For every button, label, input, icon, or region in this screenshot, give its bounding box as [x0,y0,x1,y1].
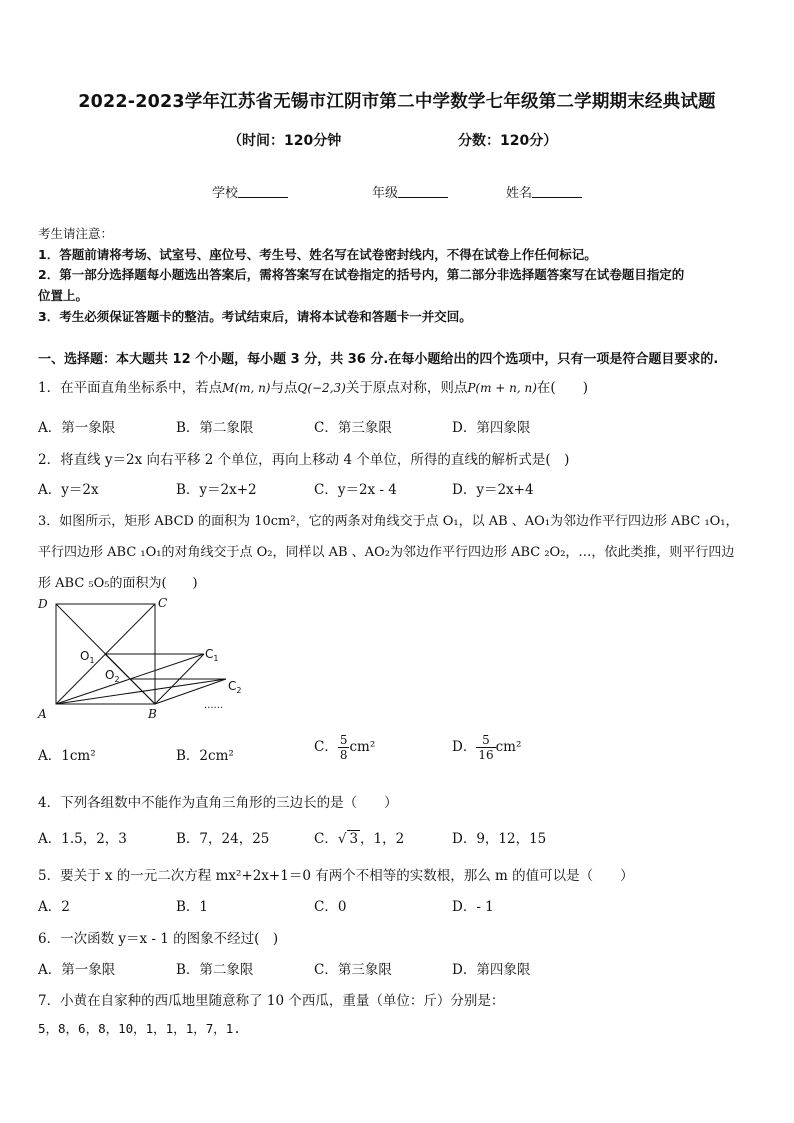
label-b: B [148,707,157,721]
q6-option-a[interactable]: A．第一象限 [38,962,116,978]
notice-item-2-cont: 位置上。 [38,288,89,303]
label-ellipsis: ...... [204,700,224,711]
q3-option-d-label: D． [452,739,477,755]
q3-option-d-unit: cm² [495,739,522,755]
sqrt-sign-icon: √ [337,831,347,847]
q3-option-d[interactable] [452,733,521,762]
grade-field[interactable] [372,182,448,201]
q1-text-c: 关于原点对称，则点 [345,380,468,396]
label-o2: $O_2$ [105,668,120,684]
school-field[interactable] [212,182,288,201]
question-5: 5．要关于 x 的一元二次方程 mx²+2x+1＝0 有两个不相等的实数根，那么 m 的值可以是（ ） [38,868,634,884]
q3-option-c-label: C． [314,739,338,755]
q7-data: 5，8，6，8，10，1，1，1，7，1. [38,1021,241,1036]
q4-option-d[interactable]: D．9，12，15 [452,831,547,847]
q4-option-c[interactable] [314,827,404,847]
question-3-line-1: 3．如图所示，矩形 ABCD 的面积为 10cm²，它的两条对角线交于点 O₁，以 AB 、AO₁为邻边作平行四边形 ABC ₁O₁， [38,514,739,529]
q2-option-a[interactable]: A．y＝2x [38,482,99,498]
question-3-line-3: 形 ABC ₅O₅的面积为( ) [38,576,198,591]
q5-option-c[interactable]: C．0 [314,899,347,915]
label-c1: $C_1$ [205,647,219,663]
q2-option-b[interactable]: B．y＝2x+2 [176,482,257,498]
q6-option-b[interactable]: B．第二象限 [176,962,254,978]
q4-option-a[interactable]: A．1.5，2，3 [38,831,127,847]
q6-option-d[interactable]: D．第四象限 [452,962,531,978]
section-heading: 一、选择题：本大题共 12 个小题，每小题 3 分，共 36 分.在每小题给出的四个选项中，只有一项是符合题目要求的. [38,352,719,367]
q3-option-c[interactable] [314,733,375,762]
question-1 [38,376,588,396]
name-blank[interactable] [532,185,582,198]
q1-option-a[interactable]: A．第一象限 [38,420,116,436]
q3-option-c-unit: cm² [349,739,376,755]
q1-text-a: 1．在平面直角坐标系中，若点 [38,380,223,396]
page-title: 2022-2023学年江苏省无锡市江阴市第二中学数学七年级第二学期期末经典试题 [78,92,716,112]
q2-option-d[interactable]: D．y＝2x+4 [452,482,534,498]
q1-point-q: Q(−2,3) [297,381,346,395]
notice-item-2: 2．第一部分选择题每小题选出答案后，需将答案写在试卷指定的括号内，第二部分非选择题答案写在试卷题目指定的 [38,267,685,282]
question-3-line-2: 平行四边形 ABC ₁O₁的对角线交于点 O₂，同样以 AB 、AO₂为邻边作平行四边形 ABC ₂O₂，…，依此类推，则平行四边 [38,545,735,560]
q4-option-c-radicand: 3 [349,831,359,847]
label-o1: $O_1$ [80,649,95,665]
q3-option-c-fraction: $\frac{5}{8}$ [339,733,348,762]
q3-figure [30,592,260,724]
q5-option-b[interactable]: B．1 [176,899,209,915]
notice-heading: 考生请注意： [38,226,114,241]
q3-option-a[interactable]: A．1cm² [38,748,96,764]
q4-option-c-rest: ，1，2 [360,831,405,847]
q3-option-b[interactable]: B．2cm² [176,748,234,764]
q4-option-b[interactable]: B．7，24，25 [176,831,270,847]
q5-option-a[interactable]: A．2 [38,899,70,915]
label-d: D [38,597,48,611]
school-blank[interactable] [238,185,288,198]
q1-point-m: M(m, n) [222,381,271,395]
question-2: 2．将直线 y＝2x 向右平移 2 个单位，再向上移动 4 个单位，所得的直线的解析式是( ) [38,452,570,468]
label-c: C [158,596,168,610]
grade-blank[interactable] [398,185,448,198]
question-6: 6．一次函数 y＝x - 1 的图象不经过( ) [38,931,279,947]
q5-option-d[interactable]: D．- 1 [452,899,494,915]
exam-time: （时间：120分钟 [228,133,342,149]
q4-option-c-label: C． [314,831,338,847]
q1-point-p: P(m + n, n) [467,381,537,395]
q6-option-c[interactable]: C．第三象限 [314,962,392,978]
line-a-c2 [56,679,226,704]
q1-option-d[interactable]: D．第四象限 [452,420,531,436]
exam-score: 分数：120分） [458,133,558,149]
name-field[interactable] [506,182,582,201]
school-label: 学校 [212,186,239,201]
q1-text-d: 在( ) [536,380,588,396]
question-7: 7．小黄在自家种的西瓜地里随意称了 10 个西瓜，重量（单位：斤）分别是： [38,993,505,1009]
name-label: 姓名 [506,186,533,201]
grade-label: 年级 [372,186,399,201]
q3-option-d-fraction: $\frac{5}{16}$ [478,733,494,762]
label-c2: $C_2$ [228,679,242,695]
label-a: A [38,707,47,721]
question-4: 4．下列各组数中不能作为直角三角形的三边长的是（ ） [38,795,398,811]
q2-option-c[interactable]: C．y＝2x - 4 [314,482,397,498]
q1-option-b[interactable]: B．第二象限 [176,420,254,436]
q1-text-b: 与点 [270,380,298,396]
q1-option-c[interactable]: C．第三象限 [314,420,392,436]
notice-item-1: 1．答题前请将考场、试室号、座位号、考生号、姓名写在试卷密封线内，不得在试卷上作任何标记。 [38,247,597,262]
notice-item-3: 3．考生必须保证答题卡的整洁。考试结束后，请将本试卷和答题卡一并交回。 [38,309,472,324]
